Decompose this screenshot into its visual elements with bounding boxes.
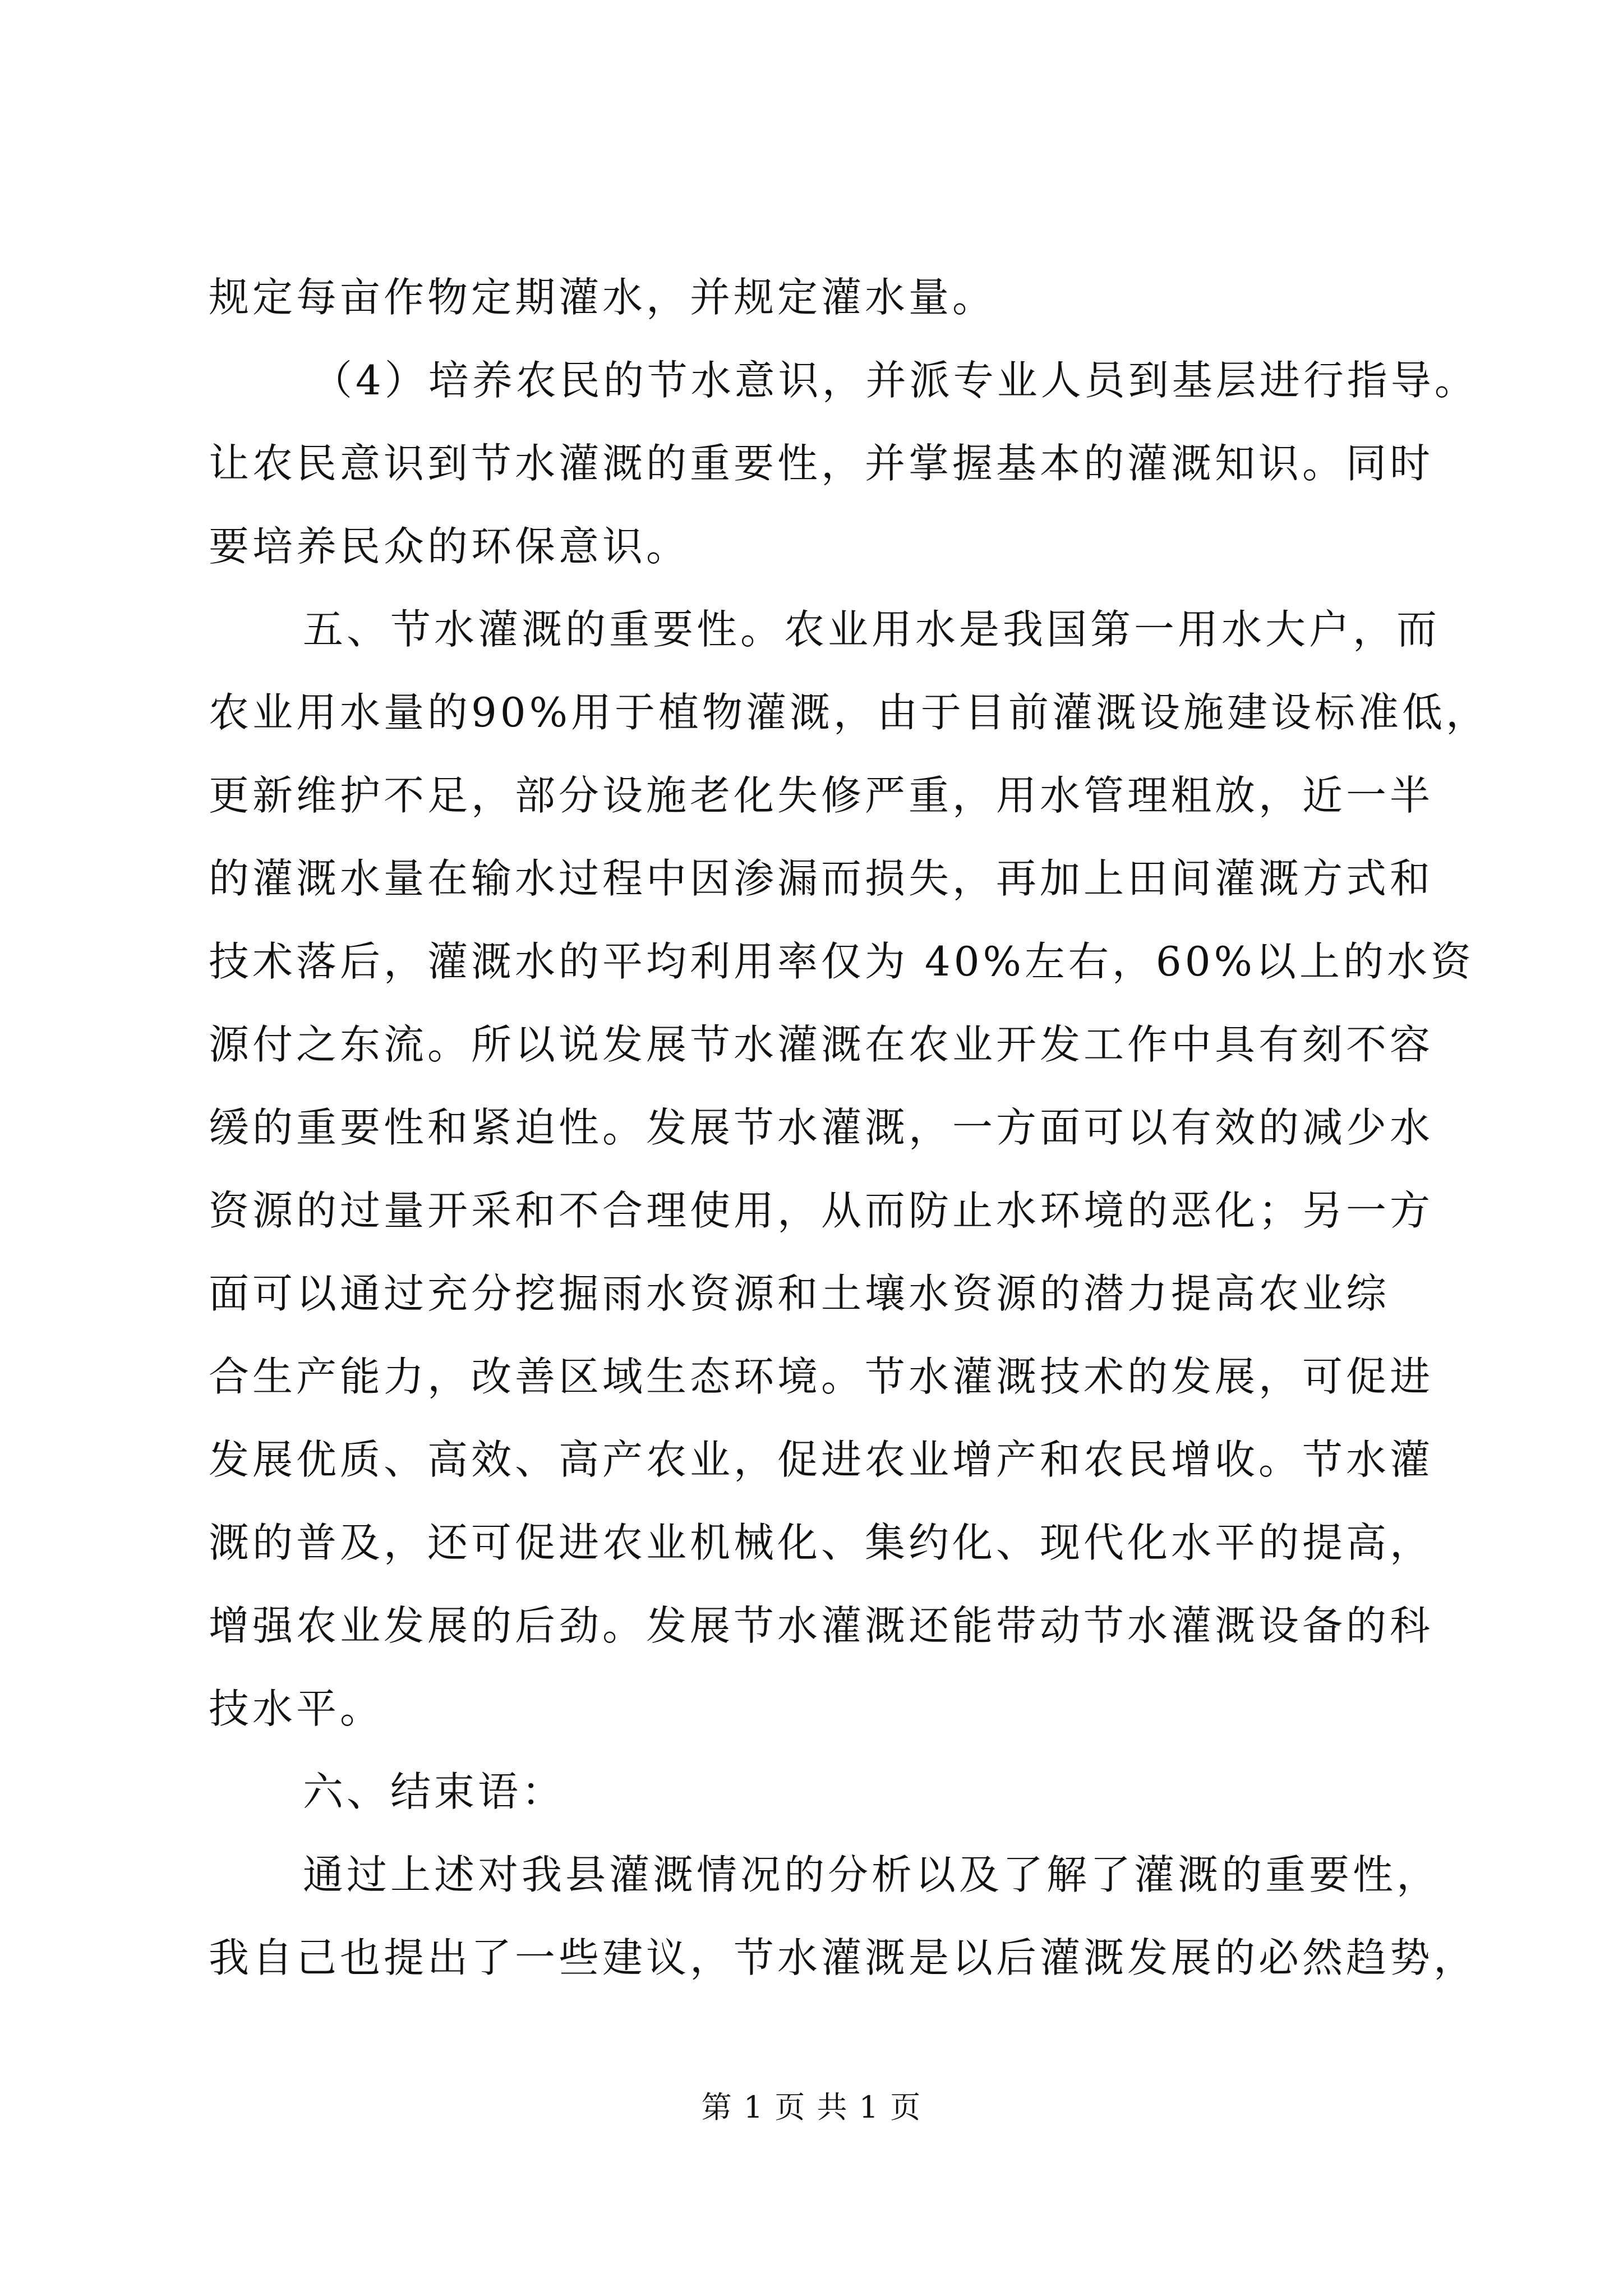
text-line: 缓的重要性和紧迫性。发展节水灌溉，一方面可以有效的减少水 — [209, 1104, 1434, 1151]
text-line: 溉的普及，还可促进农业机械化、集约化、现代化水平的提高， — [209, 1519, 1434, 1566]
text-line: 更新维护不足，部分设施老化失修严重，用水管理粗放，近一半 — [209, 772, 1434, 819]
text-line: 面可以通过充分挖掘雨水资源和土壤水资源的潜力提高农业综 — [209, 1270, 1390, 1317]
page-footer: 第 1 页 共 1 页 — [701, 2090, 922, 2125]
text-line: 增强农业发展的后劲。发展节水灌溉还能带动节水灌溉设备的科 — [209, 1602, 1434, 1649]
text-line: 发展优质、高效、高产农业，促进农业增产和农民增收。节水灌 — [209, 1436, 1434, 1483]
text-line: 要培养民众的环保意识。 — [209, 523, 690, 570]
text-line: 资源的过量开采和不合理使用，从而防止水环境的恶化；另一方 — [209, 1187, 1434, 1234]
text-line: 合生产能力，改善区域生态环境。节水灌溉技术的发展，可促进 — [209, 1353, 1434, 1400]
text-line: 技水平。 — [209, 1685, 384, 1732]
text-line: 五、节水灌溉的重要性。农业用水是我国第一用水大户，而 — [303, 606, 1441, 653]
text-line: 通过上述对我县灌溉情况的分析以及了解了灌溉的重要性， — [303, 1851, 1441, 1898]
text-line: 我自己也提出了一些建议，节水灌溉是以后灌溉发展的必然趋势， — [209, 1934, 1478, 1981]
text-line: 技术落后，灌溉水的平均利用率仅为 40%左右，60%以上的水资 — [209, 938, 1474, 985]
text-line: 让农民意识到节水灌溉的重要性，并掌握基本的灌溉知识。同时 — [209, 440, 1434, 487]
text-line: （4）培养农民的节水意识，并派专业人员到基层进行指导。 — [312, 357, 1478, 404]
text-line: 源付之东流。所以说发展节水灌溉在农业开发工作中具有刻不容 — [209, 1021, 1434, 1068]
text-line: 的灌溉水量在输水过程中因渗漏而损失，再加上田间灌溉方式和 — [209, 855, 1434, 902]
text-line: 规定每亩作物定期灌水，并规定灌水量。 — [209, 274, 997, 321]
text-line: 六、结束语： — [303, 1768, 566, 1815]
text-line: 农业用水量的90%用于植物灌溉，由于目前灌溉设施建设标准低， — [209, 689, 1490, 736]
